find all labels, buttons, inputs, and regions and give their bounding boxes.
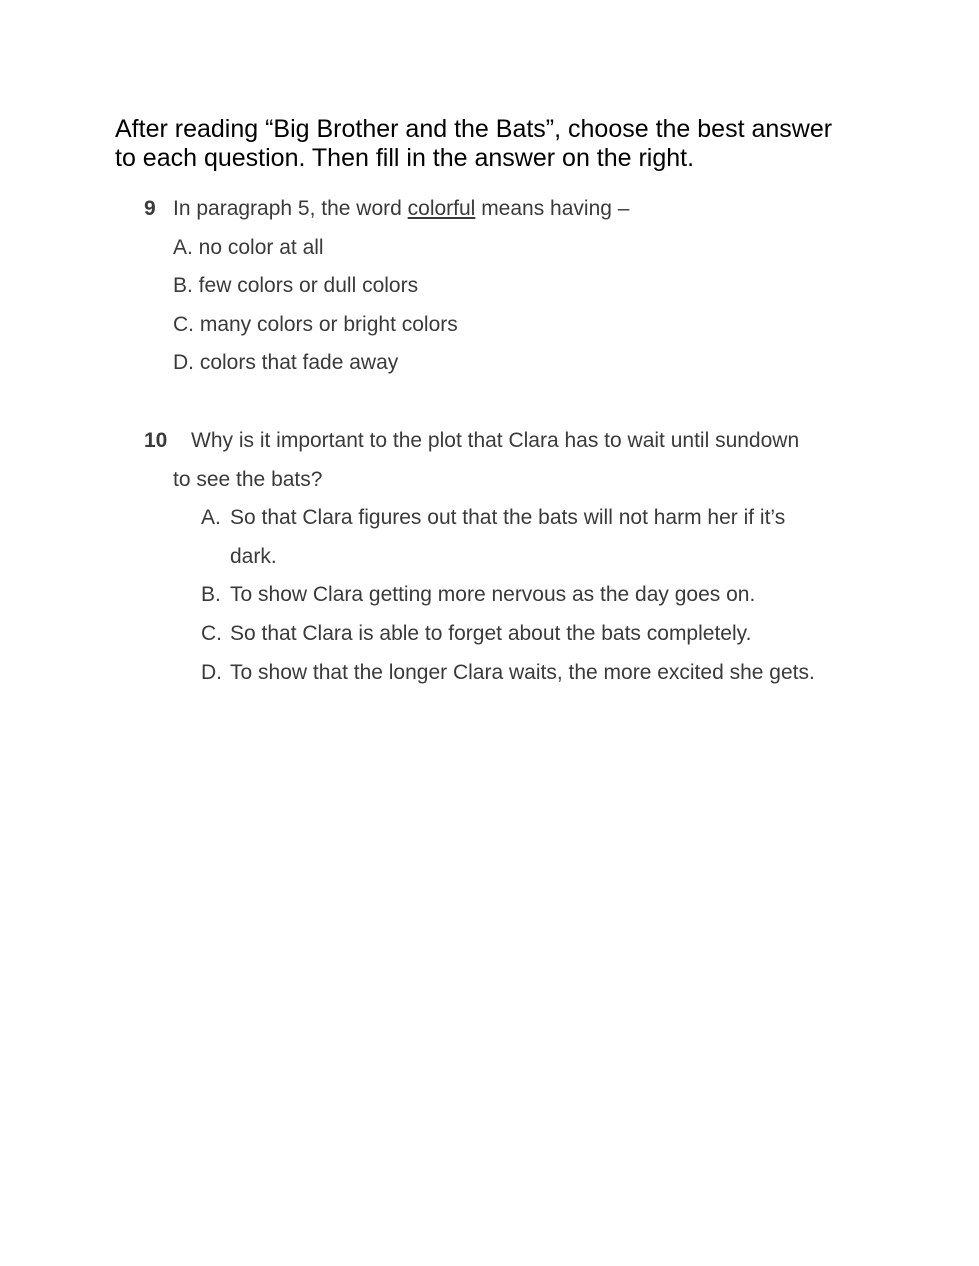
question-10-option-a[interactable]	[144, 499, 904, 538]
question-10-number: 10	[144, 429, 168, 452]
instructions	[115, 115, 875, 173]
question-10-option-b[interactable]	[144, 576, 904, 615]
question-10-option-d[interactable]	[144, 654, 904, 693]
option-text: To show that the longer Clara waits, the more excited she gets.	[230, 660, 815, 684]
question-9-option-b[interactable]: B. few colors or dull colors	[173, 274, 419, 298]
question-10-option-c[interactable]	[144, 615, 904, 654]
option-letter: B.	[201, 583, 221, 607]
option-text: So that Clara is able to forget about the bats completely.	[230, 621, 752, 645]
question-10-stem	[144, 422, 904, 461]
question-10-option-a-continued[interactable]: dark.	[230, 544, 277, 568]
option-letter: D.	[201, 660, 222, 684]
question-9-stem-after: means having –	[475, 197, 630, 220]
question-9-number: 9	[144, 197, 156, 220]
option-letter: C.	[201, 621, 222, 645]
question-9-option-d[interactable]: D. colors that fade away	[173, 351, 399, 375]
instructions-line-2: to each question. Then fill in the answer on the right.	[115, 144, 695, 172]
option-text: To show Clara getting more nervous as the day goes on.	[230, 583, 756, 607]
question-9-stem	[144, 190, 904, 229]
question-9-option-c[interactable]: C. many colors or bright colors	[173, 312, 458, 336]
question-9-stem-before: In paragraph 5, the word	[173, 197, 408, 220]
instructions-line-1: After reading “Big Brother and the Bats”, choose the best answer	[115, 115, 833, 143]
question-9-option-a[interactable]: A. no color at all	[173, 235, 324, 259]
question-10-stem-line-1: Why is it important to the plot that Clara has to wait until sundown	[191, 429, 800, 452]
option-text: So that Clara figures out that the bats will not harm her if it’s	[230, 506, 786, 530]
question-10	[144, 422, 904, 692]
option-letter: A.	[201, 506, 221, 530]
underlined-word: colorful	[407, 197, 476, 220]
question-10-stem-line-2: to see the bats?	[173, 467, 323, 491]
question-9	[144, 190, 904, 383]
